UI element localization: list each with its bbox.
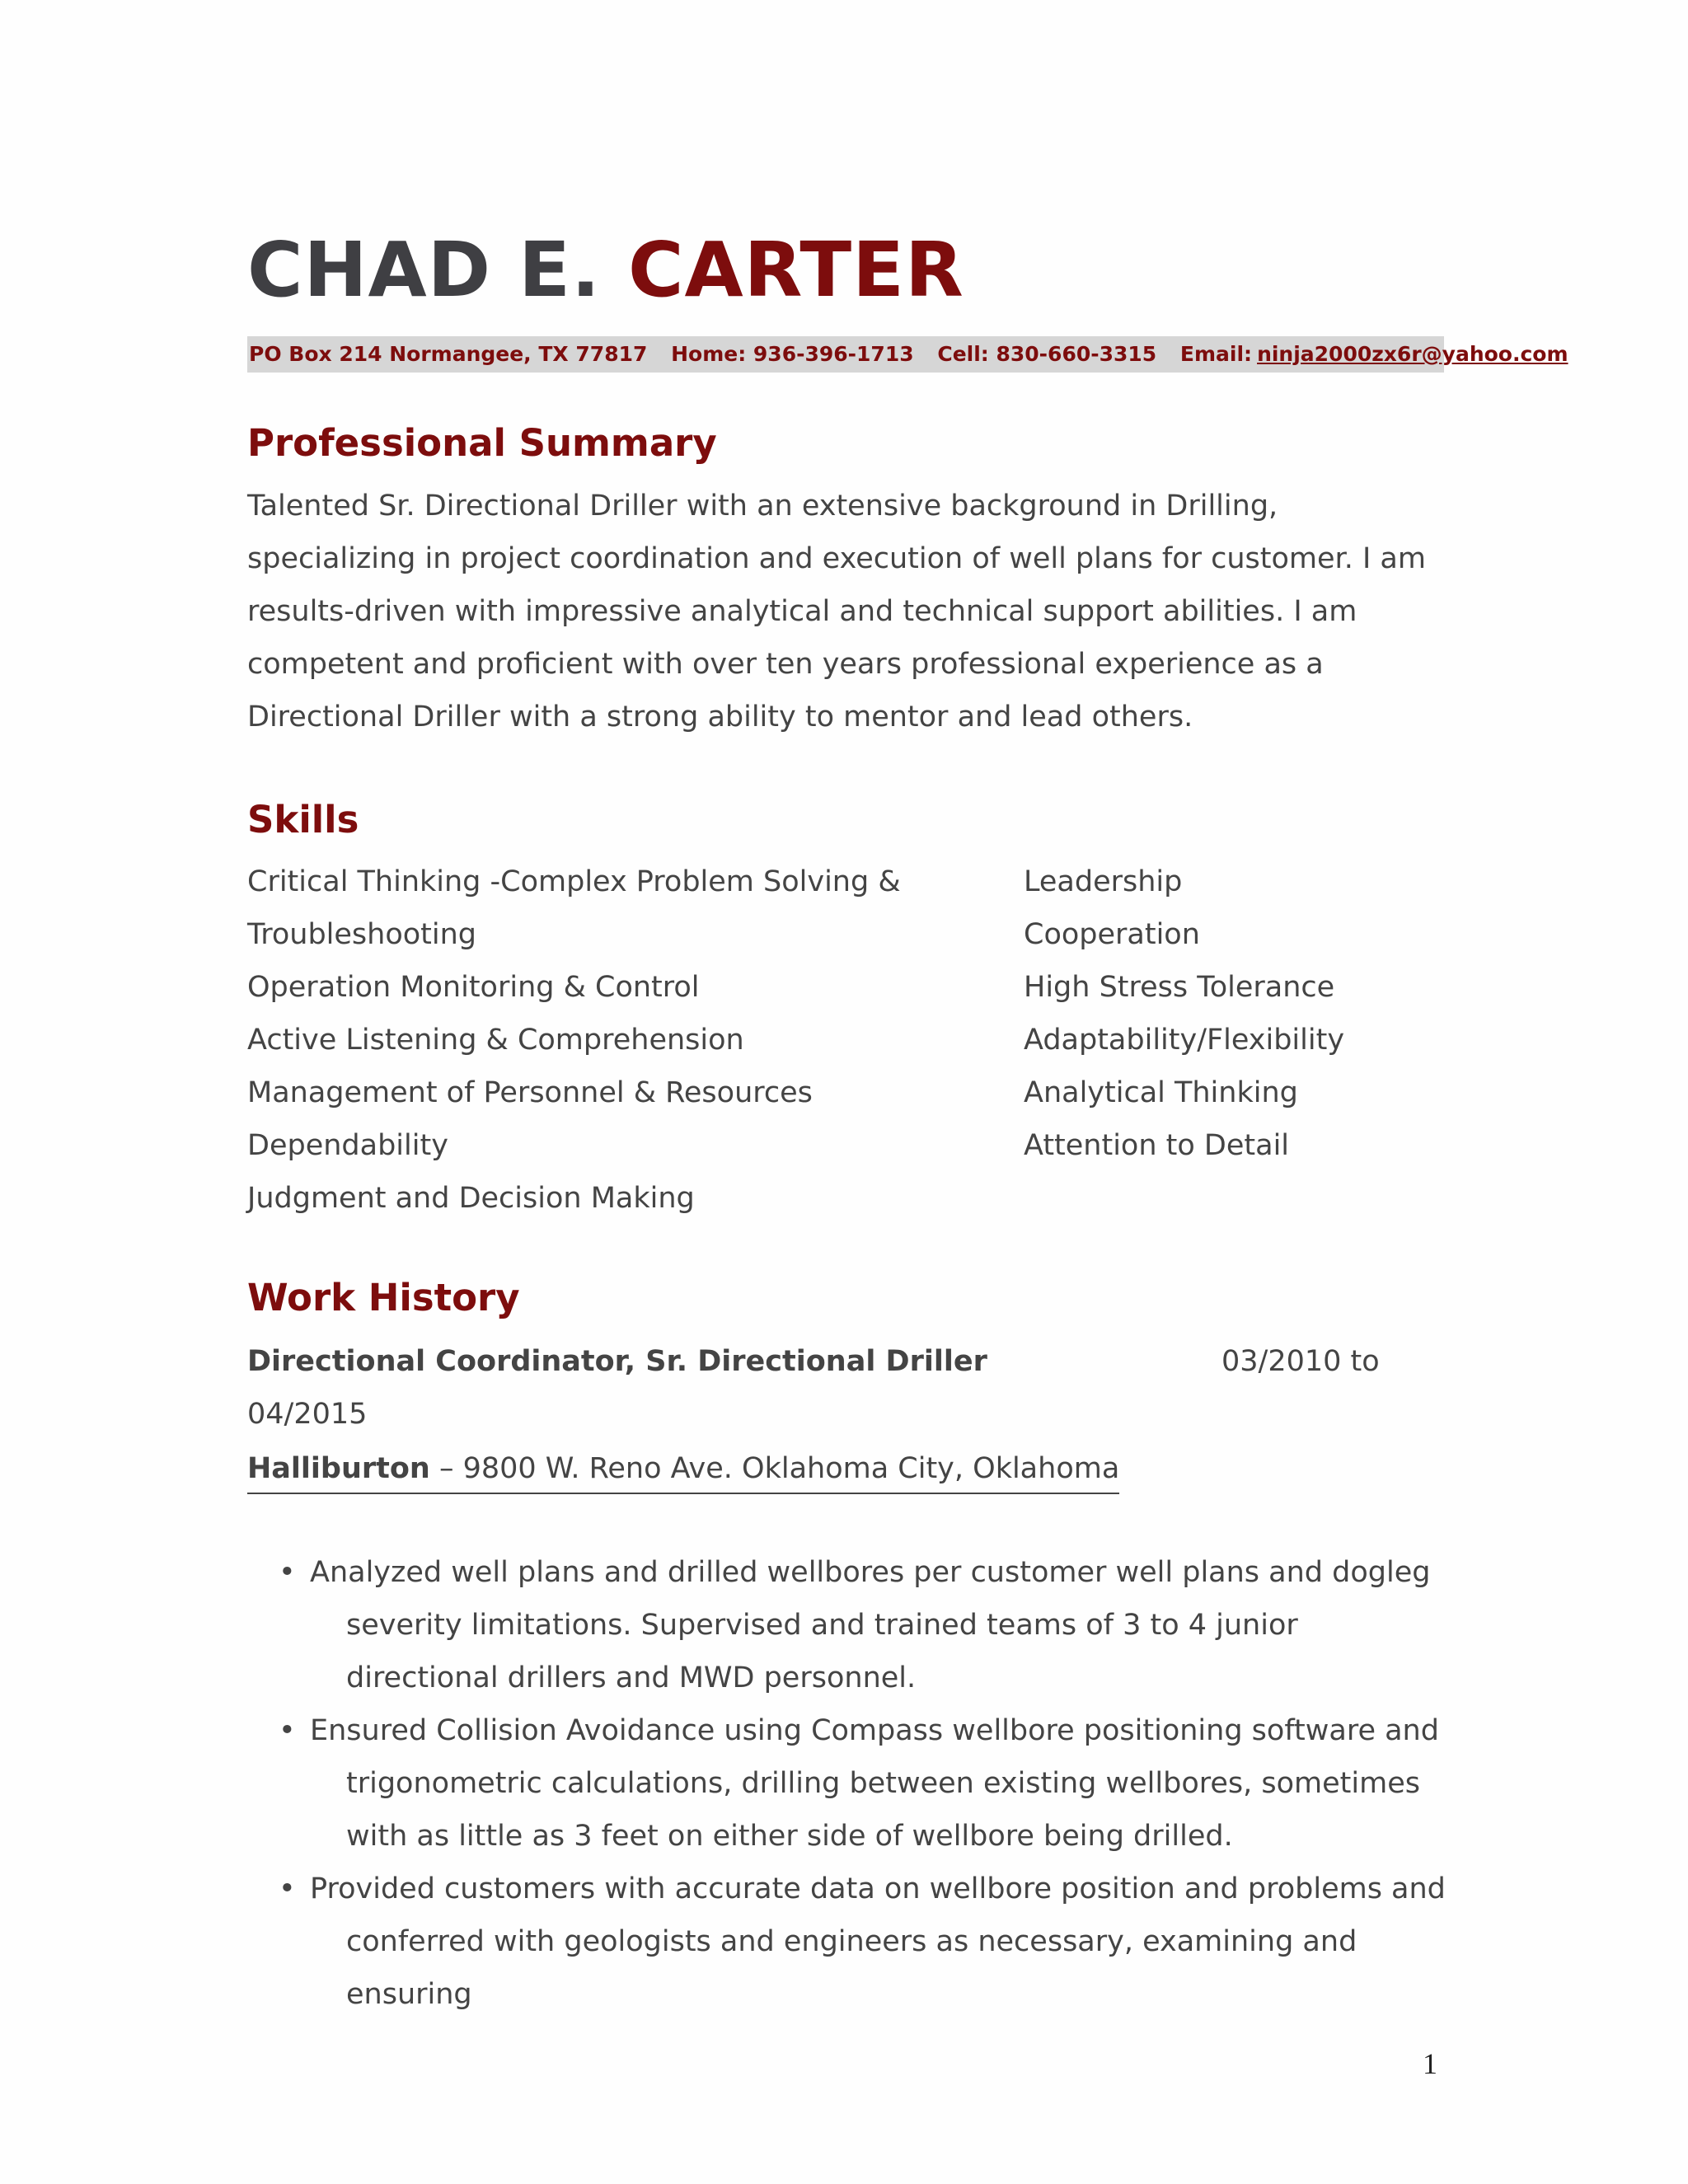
page-number: 1 bbox=[1423, 2047, 1437, 2080]
job-company-line bbox=[247, 1442, 1451, 1495]
summary-text: Talented Sr. Directional Driller with an extensive background in Drilling, specializing in project coordination and execution of well plans for customer. I am results-driven with impressive analytical and technical support abilities. I am competent and proficient with over ten years professional experience as a Directional Driller with a strong ability to mentor and lead others. bbox=[247, 490, 1426, 733]
job-date-end: 04/2015 bbox=[247, 1398, 368, 1431]
skill-item: Leadership bbox=[1024, 865, 1183, 898]
skill-item: Operation Monitoring & Control bbox=[247, 971, 700, 1004]
company-location: 9800 W. Reno Ave. Oklahoma City, Oklahoma bbox=[462, 1452, 1120, 1485]
skill-item: High Stress Tolerance bbox=[1024, 971, 1335, 1004]
list-item bbox=[247, 1863, 1451, 2021]
skill-item: Attention to Detail bbox=[1024, 1129, 1290, 1162]
company-name: Halliburton bbox=[247, 1452, 430, 1485]
contact-email-label: Email: bbox=[1179, 342, 1253, 366]
bullet-icon: • bbox=[279, 1872, 296, 1905]
skill-item: Critical Thinking -Complex Problem Solving & bbox=[247, 865, 901, 898]
job-date-start: 03/2010 to bbox=[1221, 1345, 1380, 1378]
last-name: CARTER bbox=[627, 226, 964, 314]
bullet-icon: • bbox=[279, 1556, 296, 1589]
contact-address: PO Box 214 Normangee, TX 77817 bbox=[249, 342, 648, 366]
skill-item: Cooperation bbox=[1024, 918, 1200, 951]
skill-item: Analytical Thinking bbox=[1024, 1076, 1298, 1109]
bullet-text: Ensured Collision Avoidance using Compass wellbore positioning software and trigonometric calculations, drilling between existing wellbores, sometimes with as little as 3 feet on either side of wellbore being drilled. bbox=[310, 1714, 1439, 1853]
contact-bar bbox=[247, 336, 1568, 373]
bullet-text: Analyzed well plans and drilled wellbores per customer well plans and dogleg severity limitations. Supervised and trained teams of 3 to 4 junior directional drillers and MWD personnel. bbox=[310, 1556, 1431, 1694]
company-separator: – bbox=[438, 1452, 454, 1485]
job-title-line bbox=[247, 1335, 1451, 1388]
contact-home-phone: Home: 936-396-1713 bbox=[671, 342, 914, 366]
bullet-icon: • bbox=[279, 1714, 296, 1747]
skills-left-column bbox=[247, 855, 956, 1225]
work-history-heading: Work History bbox=[247, 1276, 520, 1319]
company-underlined bbox=[247, 1445, 1119, 1494]
skill-item: Adaptability/Flexibility bbox=[1024, 1024, 1345, 1057]
summary-heading: Professional Summary bbox=[247, 421, 717, 465]
skill-item: Active Listening & Comprehension bbox=[247, 1024, 744, 1057]
skill-item: Management of Personnel & Resources bbox=[247, 1076, 813, 1109]
bullet-text: Provided customers with accurate data on wellbore position and problems and conferred with geologists and engineers as necessary, examining and ensuring bbox=[310, 1872, 1446, 2011]
skills-right-column bbox=[1024, 855, 1452, 1172]
job-title: Directional Coordinator, Sr. Directional Driller bbox=[247, 1345, 987, 1378]
job-bullets bbox=[247, 1546, 1451, 2021]
candidate-name bbox=[247, 221, 964, 320]
contact-cell-phone: Cell: 830-660-3315 bbox=[937, 342, 1157, 366]
list-item bbox=[247, 1704, 1451, 1863]
skills-heading: Skills bbox=[247, 798, 359, 841]
skill-item: Dependability bbox=[247, 1129, 448, 1162]
first-name: CHAD E. bbox=[247, 226, 601, 314]
list-item bbox=[247, 1546, 1451, 1704]
contact-email-link[interactable]: ninja2000zx6r@yahoo.com bbox=[1257, 342, 1568, 366]
skill-item: Troubleshooting bbox=[247, 918, 477, 951]
skill-item: Judgment and Decision Making bbox=[247, 1182, 695, 1215]
